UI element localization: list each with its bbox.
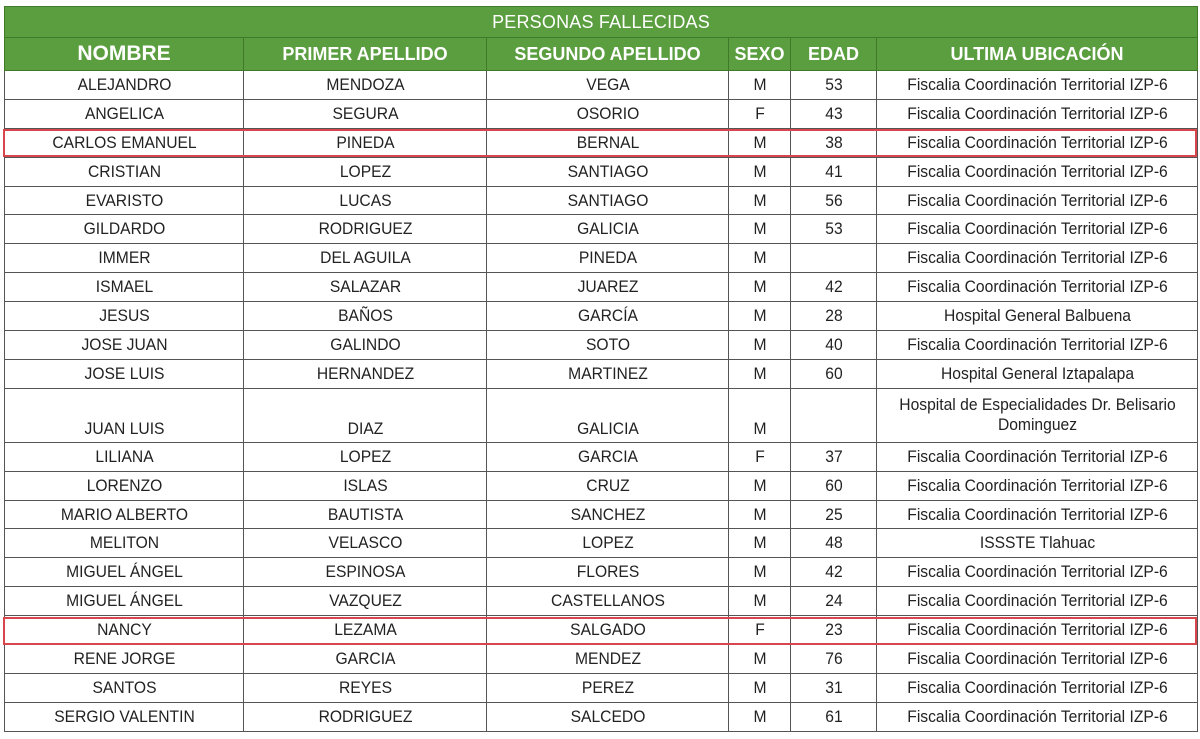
cell-primer-apellido: ISLAS [253,471,477,500]
cell-nombre: ISMAEL [14,273,234,302]
cell-sexo: M [731,273,788,302]
cell-ultima-ubicacion: Fiscalia Coordinación Territorial IZP-6 [889,702,1184,731]
cell-sexo: M [731,71,788,100]
table-row [5,529,1198,558]
cell-edad: 24 [794,587,873,616]
cell-primer-apellido: SEGURA [253,99,477,128]
cell-segundo-apellido: GARCIA [496,442,719,471]
cell-nombre: CRISTIAN [14,157,234,186]
cell-primer-apellido: DIAZ [253,388,477,442]
cell-ultima-ubicacion: Hospital General Iztapalapa [889,359,1184,388]
cell-sexo: M [731,215,788,244]
cell-edad: 31 [794,673,873,702]
cell-edad: 53 [794,71,873,100]
cell-ultima-ubicacion: Fiscalia Coordinación Territorial IZP-6 [889,128,1184,157]
cell-segundo-apellido: SANTIAGO [496,186,719,215]
cell-primer-apellido: LOPEZ [253,442,477,471]
cell-ultima-ubicacion: Fiscalia Coordinación Territorial IZP-6 [889,616,1184,645]
cell-edad: 76 [794,645,873,674]
cell-ultima-ubicacion: Fiscalia Coordinación Territorial IZP-6 [889,99,1184,128]
cell-sexo: F [731,616,788,645]
table-row [5,186,1198,215]
table-row [5,645,1198,674]
cell-ultima-ubicacion: Fiscalia Coordinación Territorial IZP-6 [889,157,1184,186]
cell-nombre: JOSE JUAN [14,331,234,360]
cell-primer-apellido: SALAZAR [253,273,477,302]
cell-segundo-apellido: VEGA [496,71,719,100]
cell-segundo-apellido: GARCÍA [496,302,719,331]
table-row [5,157,1198,186]
table-row [5,673,1198,702]
cell-primer-apellido: BAUTISTA [253,500,477,529]
cell-segundo-apellido: SALGADO [496,616,719,645]
cell-ultima-ubicacion: Fiscalia Coordinación Territorial IZP-6 [889,442,1184,471]
header-primer-apellido: PRIMER APELLIDO [244,38,487,71]
cell-nombre: NANCY [14,616,234,645]
cell-edad: 38 [794,128,873,157]
header-segundo-apellido: SEGUNDO APELLIDO [487,38,729,71]
cell-nombre: MIGUEL ÁNGEL [14,587,234,616]
table-row [5,616,1198,645]
table-row [5,244,1198,273]
cell-nombre: JESUS [14,302,234,331]
cell-primer-apellido: MENDOZA [253,71,477,100]
cell-primer-apellido: BAÑOS [253,302,477,331]
cell-sexo: M [731,157,788,186]
cell-segundo-apellido: MENDEZ [496,645,719,674]
cell-segundo-apellido: JUAREZ [496,273,719,302]
cell-edad: 53 [794,215,873,244]
cell-ultima-ubicacion: Fiscalia Coordinación Territorial IZP-6 [889,673,1184,702]
cell-edad: 23 [794,616,873,645]
cell-sexo: M [731,128,788,157]
cell-sexo: M [731,186,788,215]
table-row [5,215,1198,244]
cell-nombre: CARLOS EMANUEL [14,128,234,157]
cell-edad: 41 [794,157,873,186]
cell-nombre: LILIANA [14,442,234,471]
table-row [5,500,1198,529]
cell-edad: 37 [794,442,873,471]
cell-primer-apellido: RODRIGUEZ [253,702,477,731]
cell-primer-apellido: VELASCO [253,529,477,558]
cell-ultima-ubicacion: Fiscalia Coordinación Territorial IZP-6 [889,186,1184,215]
cell-nombre: JUAN LUIS [14,388,234,442]
header-edad: EDAD [791,38,877,71]
cell-primer-apellido: GARCIA [253,645,477,674]
cell-segundo-apellido: GALICIA [496,215,719,244]
cell-edad: 48 [794,529,873,558]
cell-primer-apellido: PINEDA [253,128,477,157]
cell-ultima-ubicacion: Fiscalia Coordinación Territorial IZP-6 [889,558,1184,587]
cell-segundo-apellido: PEREZ [496,673,719,702]
cell-ultima-ubicacion: Fiscalia Coordinación Territorial IZP-6 [889,500,1184,529]
cell-nombre: MELITON [14,529,234,558]
cell-nombre: IMMER [14,244,234,273]
cell-sexo: M [731,529,788,558]
cell-segundo-apellido: FLORES [496,558,719,587]
cell-sexo: M [731,702,788,731]
cell-ultima-ubicacion: ISSSTE Tlahuac [889,529,1184,558]
cell-edad [794,388,873,442]
cell-segundo-apellido: CASTELLANOS [496,587,719,616]
table-row [5,273,1198,302]
cell-ultima-ubicacion: Fiscalia Coordinación Territorial IZP-6 [889,244,1184,273]
table-row [5,128,1198,157]
cell-edad: 43 [794,99,873,128]
cell-ultima-ubicacion: Hospital de Especialidades Dr. Belisario Dominguez [889,388,1184,442]
cell-ultima-ubicacion: Fiscalia Coordinación Territorial IZP-6 [889,587,1184,616]
cell-nombre: MARIO ALBERTO [14,500,234,529]
header-ultima-ubicacion: ULTIMA UBICACIÓN [877,38,1198,71]
cell-ultima-ubicacion: Fiscalia Coordinación Territorial IZP-6 [889,71,1184,100]
cell-sexo: M [731,471,788,500]
cell-sexo: M [731,359,788,388]
deceased-persons-table [4,6,1198,732]
table-row [5,302,1198,331]
cell-segundo-apellido: OSORIO [496,99,719,128]
cell-primer-apellido: HERNANDEZ [253,359,477,388]
cell-edad: 61 [794,702,873,731]
cell-segundo-apellido: PINEDA [496,244,719,273]
table-row [5,471,1198,500]
cell-nombre: ALEJANDRO [14,71,234,100]
cell-nombre: RENE JORGE [14,645,234,674]
cell-nombre: MIGUEL ÁNGEL [14,558,234,587]
cell-sexo: M [731,244,788,273]
cell-primer-apellido: DEL AGUILA [253,244,477,273]
cell-segundo-apellido: SANTIAGO [496,157,719,186]
cell-edad: 42 [794,273,873,302]
cell-ultima-ubicacion: Fiscalia Coordinación Territorial IZP-6 [889,645,1184,674]
cell-primer-apellido: LOPEZ [253,157,477,186]
header-sexo: SEXO [729,38,791,71]
cell-edad [794,244,873,273]
cell-edad: 60 [794,471,873,500]
cell-segundo-apellido: LOPEZ [496,529,719,558]
header-nombre: NOMBRE [5,38,244,71]
cell-primer-apellido: LUCAS [253,186,477,215]
cell-sexo: F [731,99,788,128]
cell-edad: 28 [794,302,873,331]
cell-nombre: LORENZO [14,471,234,500]
table-row [5,99,1198,128]
cell-segundo-apellido: MARTINEZ [496,359,719,388]
cell-primer-apellido: REYES [253,673,477,702]
table-row [5,558,1198,587]
cell-edad: 40 [794,331,873,360]
cell-sexo: M [731,587,788,616]
cell-primer-apellido: GALINDO [253,331,477,360]
cell-primer-apellido: ESPINOSA [253,558,477,587]
cell-nombre: SERGIO VALENTIN [14,702,234,731]
cell-ultima-ubicacion: Fiscalia Coordinación Territorial IZP-6 [889,273,1184,302]
cell-sexo: M [731,645,788,674]
table-row [5,71,1198,100]
cell-sexo: M [731,558,788,587]
cell-segundo-apellido: SALCEDO [496,702,719,731]
cell-sexo: M [731,673,788,702]
table-row [5,388,1198,442]
cell-sexo: F [731,442,788,471]
cell-primer-apellido: RODRIGUEZ [253,215,477,244]
cell-nombre: JOSE LUIS [14,359,234,388]
cell-edad: 56 [794,186,873,215]
table-row [5,587,1198,616]
table-row [5,702,1198,731]
cell-sexo: M [731,500,788,529]
table-row [5,442,1198,471]
cell-primer-apellido: VAZQUEZ [253,587,477,616]
cell-edad: 25 [794,500,873,529]
cell-sexo: M [731,388,788,442]
cell-nombre: ANGELICA [14,99,234,128]
cell-nombre: EVARISTO [14,186,234,215]
table-row [5,359,1198,388]
table-row [5,331,1198,360]
cell-ultima-ubicacion: Hospital General Balbuena [889,302,1184,331]
table-title: PERSONAS FALLECIDAS [5,7,1198,38]
cell-segundo-apellido: GALICIA [496,388,719,442]
cell-nombre: GILDARDO [14,215,234,244]
cell-ultima-ubicacion: Fiscalia Coordinación Territorial IZP-6 [889,331,1184,360]
cell-sexo: M [731,331,788,360]
cell-primer-apellido: LEZAMA [253,616,477,645]
cell-sexo: M [731,302,788,331]
cell-segundo-apellido: SANCHEZ [496,500,719,529]
cell-segundo-apellido: SOTO [496,331,719,360]
cell-nombre: SANTOS [14,673,234,702]
cell-edad: 60 [794,359,873,388]
cell-segundo-apellido: BERNAL [496,128,719,157]
cell-ultima-ubicacion: Fiscalia Coordinación Territorial IZP-6 [889,215,1184,244]
cell-edad: 42 [794,558,873,587]
cell-segundo-apellido: CRUZ [496,471,719,500]
cell-ultima-ubicacion: Fiscalia Coordinación Territorial IZP-6 [889,471,1184,500]
